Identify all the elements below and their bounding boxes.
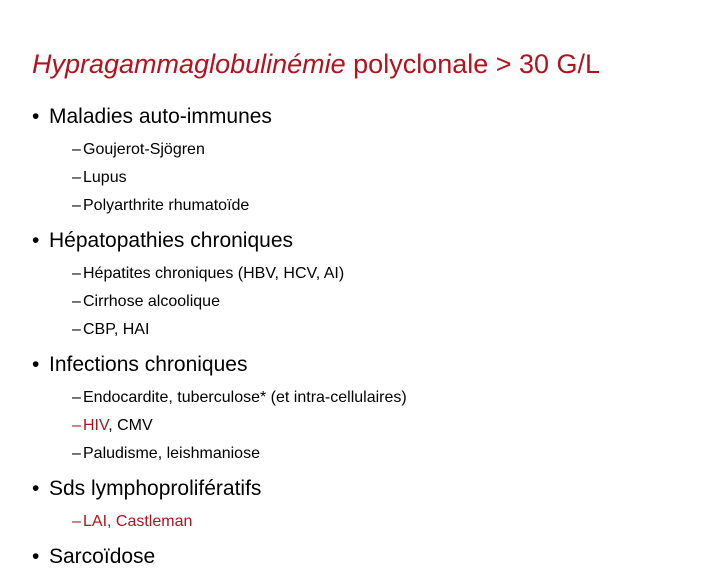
section-heading — [32, 352, 712, 378]
slide-title — [32, 46, 600, 82]
dash-icon: – — [72, 141, 81, 158]
sub-item-text: Endocardite, tuberculose* (et intra-cellulaires) — [83, 389, 407, 406]
section-heading — [32, 228, 712, 254]
sub-item-text: Paludisme, leishmaniose — [83, 445, 260, 462]
sub-item-text-red: HIV — [83, 417, 109, 434]
sub-item — [72, 164, 712, 192]
sub-item-text: , CMV — [108, 417, 153, 434]
dash-icon: – — [72, 265, 81, 282]
sub-item-text: Hépatites chroniques (HBV, HCV, AI) — [83, 265, 345, 282]
dash-icon: – — [72, 417, 81, 434]
sub-list — [72, 136, 712, 220]
bullet-icon: • — [32, 229, 40, 252]
sub-item — [72, 508, 712, 536]
sub-item-text: Lupus — [83, 169, 127, 186]
section-sds-lymphoproliferatifs — [32, 476, 712, 536]
dash-icon: – — [72, 293, 81, 310]
bullet-icon: • — [32, 477, 40, 500]
section-heading — [32, 544, 712, 570]
sub-item — [72, 384, 712, 412]
section-label: Infections chroniques — [49, 353, 248, 376]
sub-item — [72, 136, 712, 164]
sub-item — [72, 260, 712, 288]
dash-icon: – — [72, 169, 81, 186]
dash-icon: – — [72, 389, 81, 406]
sub-list — [72, 508, 712, 536]
section-label: Sds lymphoprolifératifs — [49, 477, 262, 500]
section-label: Hépatopathies chroniques — [49, 229, 294, 252]
section-hepatopathies-chroniques — [32, 228, 712, 344]
sub-item-text: Cirrhose alcoolique — [83, 293, 220, 310]
slide-title-rest: polyclonale > 30 G/L — [345, 49, 601, 79]
sub-item — [72, 412, 712, 440]
bullet-icon: • — [32, 353, 40, 376]
section-maladies-auto-immunes — [32, 104, 712, 220]
sub-item-text: CBP, HAI — [83, 321, 150, 338]
slide-title-italic: Hypragammaglobulinémie — [32, 49, 346, 79]
sub-list — [72, 384, 712, 468]
bullet-icon: • — [32, 545, 40, 568]
sub-item — [72, 288, 712, 316]
sub-item — [72, 440, 712, 468]
section-sarcoidose — [32, 544, 712, 570]
bullet-icon: • — [32, 105, 40, 128]
section-heading — [32, 104, 712, 130]
section-label: Sarcoïdose — [49, 545, 156, 568]
dash-icon: – — [72, 197, 81, 214]
section-label: Maladies auto-immunes — [49, 105, 272, 128]
sub-item-text: Polyarthrite rhumatoïde — [83, 197, 250, 214]
bullet-list — [32, 104, 712, 570]
sub-item-text: Goujerot-Sjögren — [83, 141, 205, 158]
sub-list — [72, 260, 712, 344]
dash-icon: – — [72, 321, 81, 338]
section-heading — [32, 476, 712, 502]
dash-icon: – — [72, 513, 81, 530]
sub-item — [72, 192, 712, 220]
sub-item — [72, 316, 712, 344]
sub-item-text: LAI, Castleman — [83, 513, 193, 530]
section-infections-chroniques — [32, 352, 712, 468]
dash-icon: – — [72, 445, 81, 462]
